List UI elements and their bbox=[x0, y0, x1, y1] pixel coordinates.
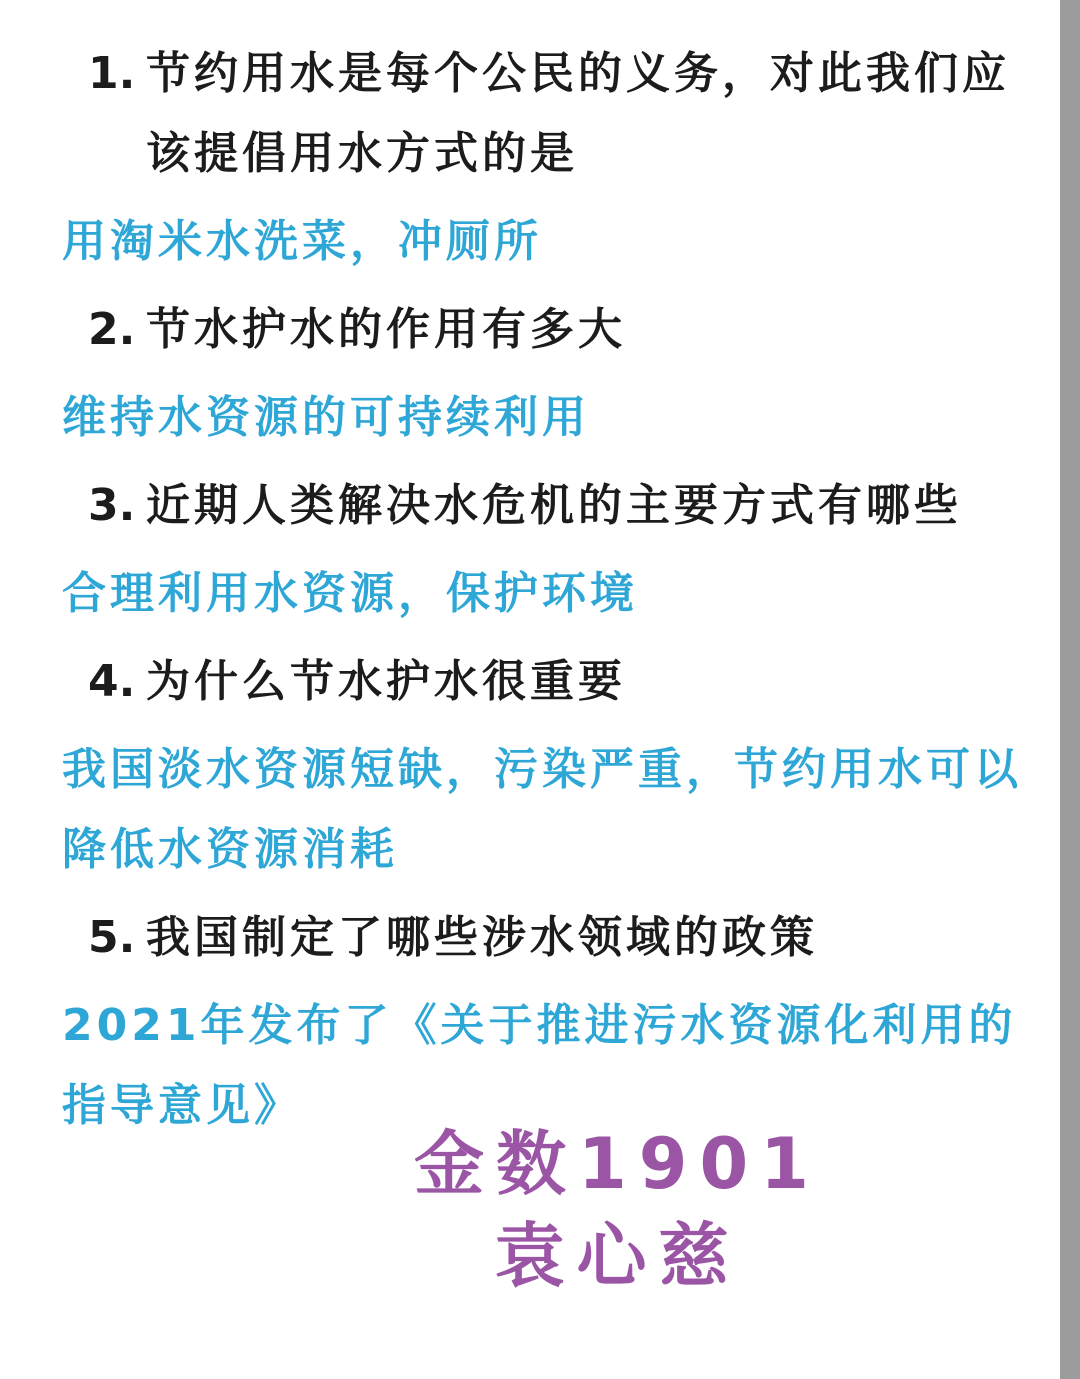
qa-item-5-question bbox=[88, 898, 1055, 978]
qa-item-5-answer: 2021年发布了《关于推进污水资源化利用的指导意见》 bbox=[62, 1000, 1017, 1131]
question-text: 节约用水是每个公民的义务，对此我们应该提倡用水方式的是 bbox=[146, 48, 1010, 179]
scrollbar-track[interactable] bbox=[1060, 0, 1080, 1379]
qa-item-2-question bbox=[88, 290, 1055, 370]
qa-item-3-answer: 合理利用水资源，保护环境 bbox=[62, 568, 638, 619]
question-number: 5. bbox=[88, 912, 136, 963]
question-number: 1. bbox=[88, 48, 136, 99]
qa-item-1-question bbox=[88, 34, 1055, 194]
question-number: 2. bbox=[88, 304, 136, 355]
qa-item-4-answer: 我国淡水资源短缺，污染严重，节约用水可以降低水资源消耗 bbox=[62, 744, 1022, 875]
qa-item-2-answer: 维持水资源的可持续利用 bbox=[62, 392, 590, 443]
qa-item-1-answer: 用淘米水洗菜，冲厕所 bbox=[62, 216, 542, 267]
question-number: 4. bbox=[88, 656, 136, 707]
question-text: 为什么节水护水很重要 bbox=[146, 656, 626, 707]
signature-class: 金数1901 bbox=[414, 1123, 821, 1205]
qa-item-4-question bbox=[88, 642, 1055, 722]
question-number: 3. bbox=[88, 480, 136, 531]
signature-block bbox=[0, 1118, 1080, 1302]
question-text: 我国制定了哪些涉水领域的政策 bbox=[146, 912, 818, 963]
qa-list bbox=[0, 26, 1055, 1154]
signature-name: 袁心慈 bbox=[494, 1215, 741, 1297]
question-text: 近期人类解决水危机的主要方式有哪些 bbox=[146, 480, 962, 531]
question-text: 节水护水的作用有多大 bbox=[146, 304, 626, 355]
qa-item-3-question bbox=[88, 466, 1055, 546]
